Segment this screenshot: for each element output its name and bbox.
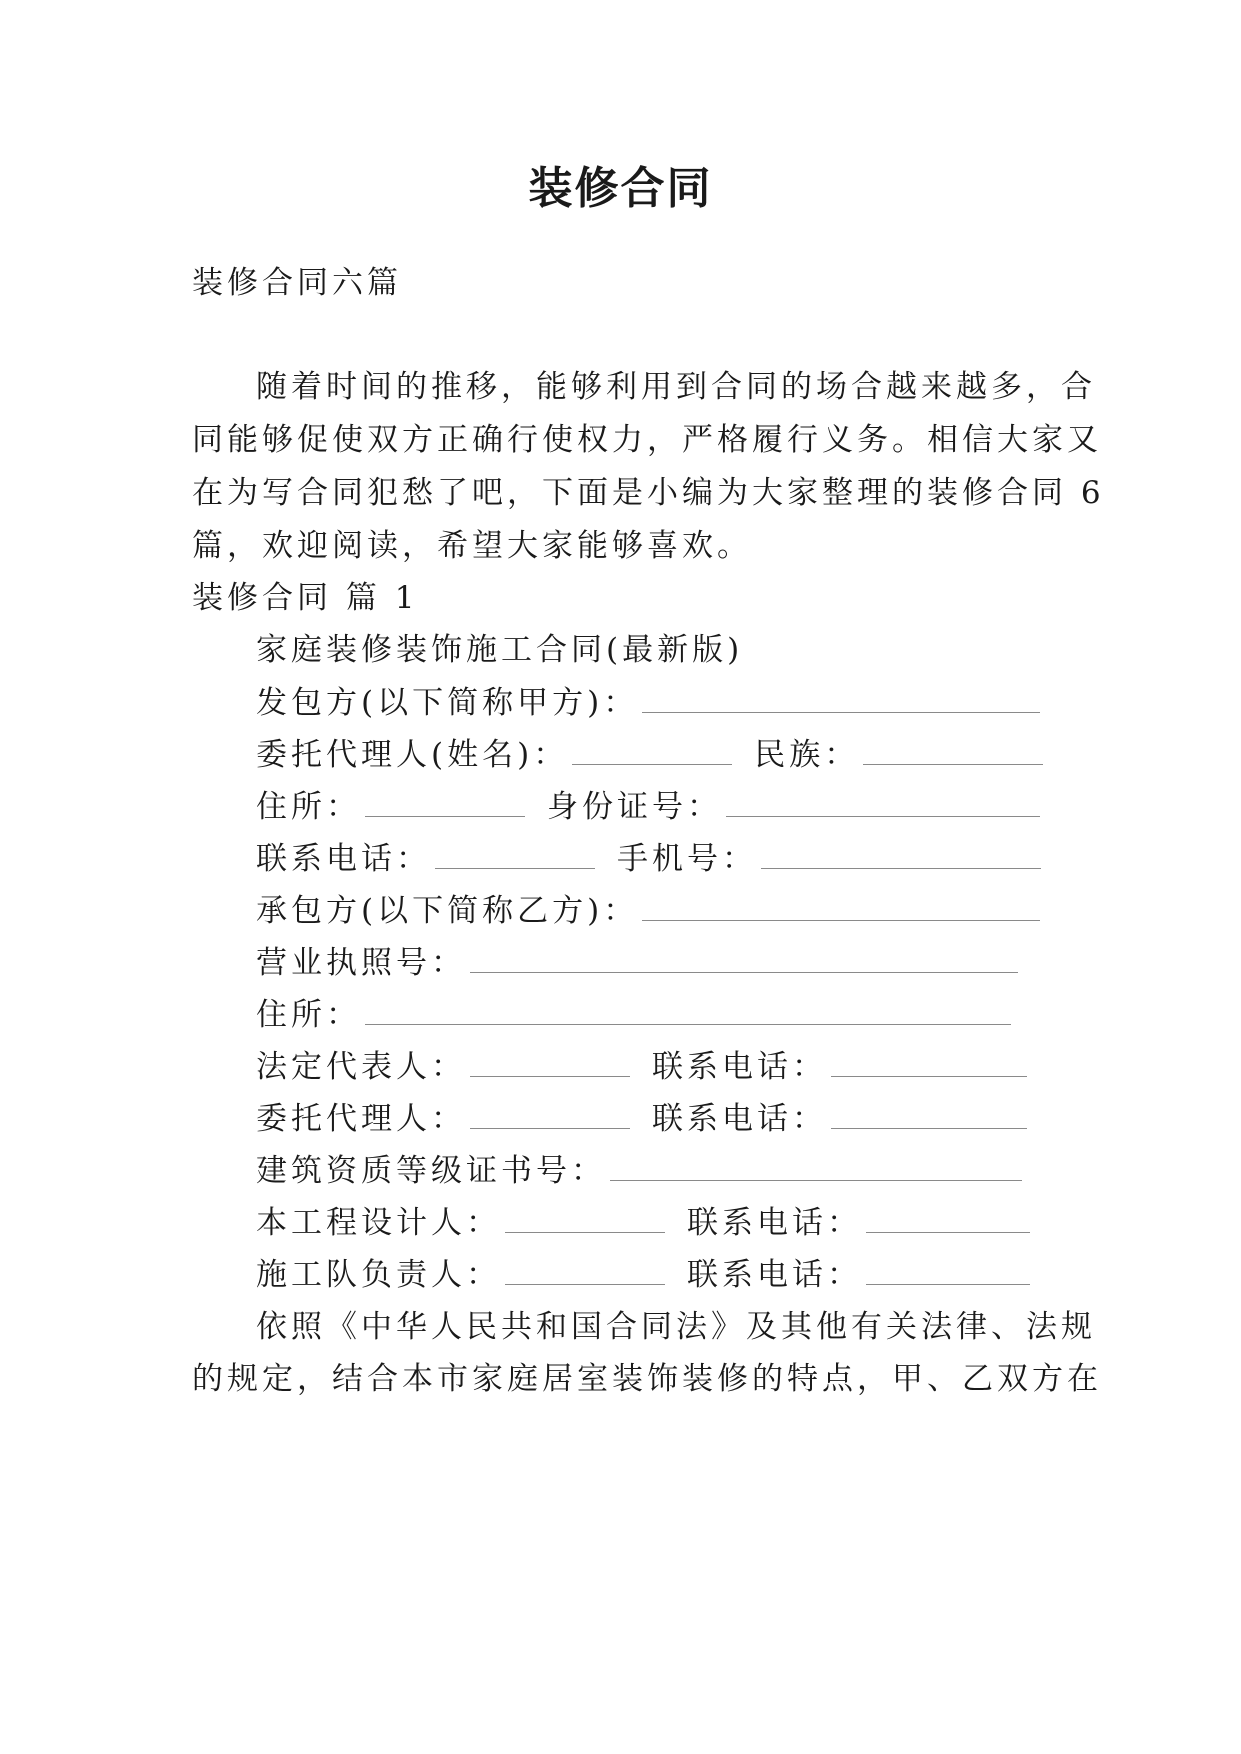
designer-phone-label: 联系电话： xyxy=(687,1205,862,1241)
team-leader-blank[interactable] xyxy=(505,1254,665,1285)
address-id-row xyxy=(256,778,1040,836)
document-subtitle: 装修合同六篇 xyxy=(192,265,402,301)
address-b-label: 住所： xyxy=(256,997,361,1033)
phone-a-label: 联系电话： xyxy=(256,841,431,877)
phone-mobile-row xyxy=(256,830,1041,888)
section-heading: 装修合同 篇 1 xyxy=(192,580,419,616)
business-license-blank[interactable] xyxy=(470,942,1018,973)
designer-label: 本工程设计人： xyxy=(256,1205,501,1241)
address-b-blank[interactable] xyxy=(365,994,1011,1025)
party-a-blank[interactable] xyxy=(642,682,1040,713)
closing-line-1: 依照《中华人民共和国合同法》及其他有关法律、法规 xyxy=(256,1309,1096,1345)
contract-title: 家庭装修装饰施工合同(最新版) xyxy=(256,632,744,668)
ethnicity-label: 民族： xyxy=(754,737,860,773)
team-leader-label: 施工队负责人： xyxy=(256,1257,501,1293)
agent-b-blank[interactable] xyxy=(470,1098,630,1129)
intro-line-1: 随着时间的推移，能够利用到合同的场合越来越多，合 xyxy=(256,369,1096,405)
qualification-blank[interactable] xyxy=(610,1150,1022,1181)
closing-line-2: 的规定，结合本市家庭居室装饰装修的特点，甲、乙双方在 xyxy=(192,1361,1102,1397)
ethnicity-blank[interactable] xyxy=(863,734,1043,765)
legal-rep-blank[interactable] xyxy=(470,1046,630,1077)
document-title: 装修合同 xyxy=(528,163,713,214)
team-leader-row xyxy=(256,1246,1030,1304)
agent-b-phone-label: 联系电话： xyxy=(652,1101,827,1137)
agent-b-phone-blank[interactable] xyxy=(831,1098,1027,1129)
designer-row xyxy=(256,1194,1030,1252)
team-leader-phone-blank[interactable] xyxy=(866,1254,1030,1285)
legal-rep-phone-blank[interactable] xyxy=(831,1046,1027,1077)
intro-line-4: 篇，欢迎阅读，希望大家能够喜欢。 xyxy=(192,528,752,564)
party-b-label: 承包方(以下简称乙方)： xyxy=(256,893,639,929)
business-license-label: 营业执照号： xyxy=(256,945,466,981)
intro-line-2: 同能够促使双方正确行使权力，严格履行义务。相信大家又 xyxy=(192,422,1102,458)
intro-line-3: 在为写合同犯愁了吧，下面是小编为大家整理的装修合同 6 xyxy=(192,475,1105,511)
party-a-label: 发包方(以下简称甲方)： xyxy=(256,685,639,721)
address-a-label: 住所： xyxy=(256,789,361,825)
designer-phone-blank[interactable] xyxy=(866,1202,1030,1233)
id-number-blank[interactable] xyxy=(726,786,1040,817)
designer-blank[interactable] xyxy=(505,1202,665,1233)
address-a-blank[interactable] xyxy=(365,786,525,817)
agent-name-label: 委托代理人(姓名)： xyxy=(256,737,569,773)
agent-name-blank[interactable] xyxy=(572,734,732,765)
mobile-label: 手机号： xyxy=(617,841,757,877)
agent-b-row xyxy=(256,1090,1027,1148)
party-b-blank[interactable] xyxy=(642,890,1040,921)
qualification-label: 建筑资质等级证书号： xyxy=(256,1153,606,1189)
id-number-label: 身份证号： xyxy=(547,789,722,825)
party-a-row xyxy=(256,674,1040,732)
phone-a-blank[interactable] xyxy=(435,838,595,869)
address-b-row xyxy=(256,986,1011,1044)
mobile-blank[interactable] xyxy=(761,838,1041,869)
agent-b-label: 委托代理人： xyxy=(256,1101,466,1137)
legal-rep-row xyxy=(256,1038,1027,1096)
business-license-row xyxy=(256,934,1018,992)
qualification-row xyxy=(256,1142,1022,1200)
party-b-row xyxy=(256,882,1040,940)
team-leader-phone-label: 联系电话： xyxy=(687,1257,862,1293)
agent-row xyxy=(256,726,1043,784)
legal-rep-label: 法定代表人： xyxy=(256,1049,466,1085)
legal-rep-phone-label: 联系电话： xyxy=(652,1049,827,1085)
